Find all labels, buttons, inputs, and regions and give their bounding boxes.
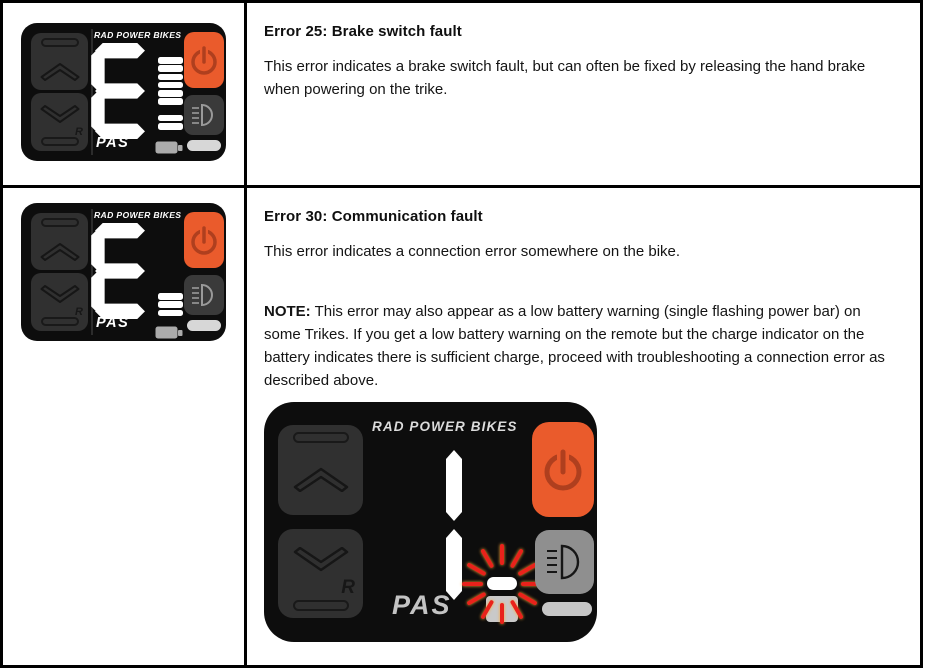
- error-30-title: Error 30: Communication fault: [264, 208, 483, 225]
- error-25-image-cell: [3, 3, 247, 185]
- pas-label: PAS: [96, 315, 130, 331]
- battery-icon: [155, 325, 183, 340]
- power-icon: [532, 422, 594, 517]
- seven-segment-digit-E: [91, 223, 149, 319]
- brand-label: RAD POWER BIKES: [372, 419, 518, 434]
- table-row-error-30: [3, 185, 920, 665]
- headlight-icon: [184, 275, 224, 315]
- mode-pill-button: [187, 320, 221, 331]
- mode-pill-button: [542, 602, 592, 616]
- remote-display-error-25: [21, 23, 226, 161]
- power-button: [184, 212, 224, 268]
- reverse-label: R: [75, 126, 83, 138]
- assist-up-button: [31, 33, 88, 90]
- battery-bars-lower: [158, 115, 183, 130]
- chevron-down-icon: [290, 547, 352, 581]
- power-icon: [184, 212, 224, 268]
- note-label: NOTE:: [264, 303, 311, 320]
- battery-icon: [155, 140, 183, 155]
- headlight-icon: [535, 530, 594, 594]
- battery-level-bars: [158, 57, 183, 132]
- pas-label: PAS: [392, 590, 452, 620]
- chevron-up-icon: [290, 458, 352, 492]
- brand-label: RAD POWER BIKES: [94, 30, 182, 40]
- brand-label: RAD POWER BIKES: [94, 210, 182, 220]
- power-icon: [184, 32, 224, 88]
- single-power-bar: [487, 577, 517, 590]
- assist-down-button: [278, 529, 363, 618]
- remote-display-low-battery-warning: [264, 402, 597, 642]
- error-30-image-cell: [3, 188, 247, 665]
- note-text: This error may also appear as a low battery warning (single flashing power bar) on some Trikes. If you get a low battery warning on the remote but the charge indicator on the battery indicates there is sufficient charge, proceed with troubleshooting a connection error as described above.: [264, 303, 885, 389]
- battery-bars-upper: [158, 57, 183, 105]
- error-30-text-cell: [247, 188, 920, 665]
- remote-display-error-30: [21, 203, 226, 341]
- chevron-up-icon: [37, 235, 82, 261]
- table-row-error-25: [3, 3, 920, 185]
- chevron-up-icon: [37, 55, 82, 81]
- seven-segment-digit-E: [91, 43, 149, 139]
- error-25-description: This error indicates a brake switch fault, but can often be fixed by releasing the hand brake when powering on the trike.: [264, 58, 866, 98]
- assist-down-button: [31, 93, 88, 151]
- button-pill-mark: [293, 600, 349, 611]
- headlight-button: [184, 275, 224, 315]
- mode-pill-button: [187, 140, 221, 151]
- button-pill-mark: [41, 317, 79, 326]
- button-pill-mark: [41, 137, 79, 146]
- error-30-description: This error indicates a connection error somewhere on the bike.: [264, 243, 681, 260]
- battery-level-bars: [158, 283, 183, 318]
- button-pill-mark: [41, 38, 79, 47]
- error-25-title: Error 25: Brake switch fault: [264, 23, 462, 40]
- error-30-note: [264, 300, 898, 392]
- reverse-label: R: [341, 577, 355, 598]
- button-pill-mark: [293, 432, 349, 443]
- assist-up-button: [278, 425, 363, 515]
- error-25-text-cell: [247, 3, 920, 185]
- power-button: [184, 32, 224, 88]
- headlight-button: [535, 530, 594, 594]
- power-button: [532, 422, 594, 517]
- assist-up-button: [31, 213, 88, 270]
- button-pill-mark: [41, 218, 79, 227]
- headlight-button: [184, 95, 224, 135]
- pas-label: PAS: [96, 135, 130, 151]
- battery-bars-lower: [158, 293, 183, 316]
- reverse-label: R: [75, 306, 83, 318]
- headlight-icon: [184, 95, 224, 135]
- assist-down-button: [31, 273, 88, 331]
